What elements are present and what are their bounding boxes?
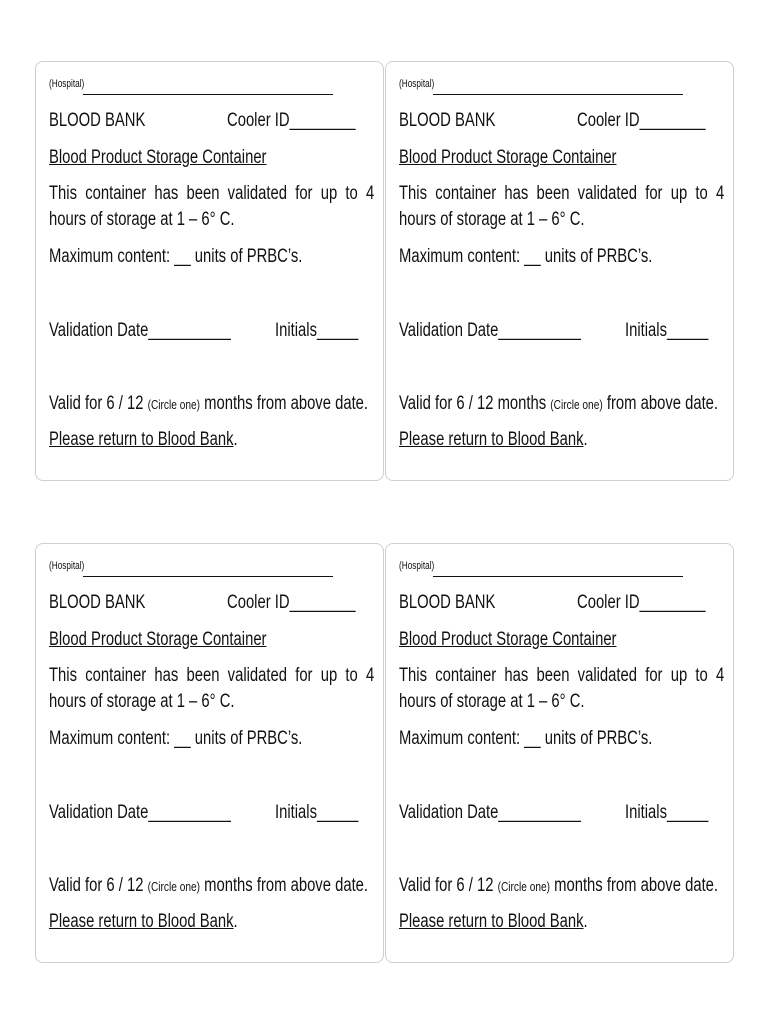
description-word: has	[504, 183, 529, 204]
return-period: .	[583, 911, 588, 932]
validation-date-field: Validation Date__________	[399, 320, 581, 341]
blood-bank-heading: BLOOD BANK	[49, 110, 146, 131]
description-line-1	[49, 183, 375, 205]
return-period: .	[583, 429, 588, 450]
title-row	[49, 629, 370, 651]
description-text: hours of storage at 1 – 6° C.	[49, 209, 235, 230]
return-instruction: Please return to Blood Bank	[399, 429, 584, 450]
hospital-blank	[83, 576, 333, 577]
description-line-2	[399, 209, 720, 231]
hospital-caption: (Hospital)	[49, 560, 85, 572]
storage-label	[385, 61, 734, 481]
description-word: for	[295, 183, 313, 204]
validity-suffix: from above date.	[602, 393, 719, 414]
cooler-id-field: Cooler ID________	[577, 592, 706, 613]
description-word: been	[186, 183, 220, 204]
validity-prefix: Valid for 6 / 12	[49, 875, 148, 896]
bank-row	[399, 592, 720, 614]
description-word: been	[536, 665, 570, 686]
validation-date-field: Validation Date__________	[399, 802, 581, 823]
title-row	[399, 629, 720, 651]
blood-bank-heading: BLOOD BANK	[399, 110, 496, 131]
description-word: up	[670, 183, 688, 204]
validity-row	[49, 875, 370, 897]
container-title: Blood Product Storage Container	[49, 629, 267, 650]
validation-row	[399, 802, 720, 824]
description-line-1	[49, 665, 375, 687]
description-text: hours of storage at 1 – 6° C.	[399, 691, 585, 712]
description-word: validated	[227, 665, 287, 686]
return-instruction: Please return to Blood Bank	[49, 429, 234, 450]
validity-row	[399, 393, 720, 415]
description-line-2	[399, 691, 720, 713]
description-text: hours of storage at 1 – 6° C.	[399, 209, 585, 230]
description-word: This	[399, 665, 428, 686]
hospital-caption: (Hospital)	[399, 560, 435, 572]
description-word: container	[435, 183, 497, 204]
validity-suffix: months from above date.	[199, 393, 369, 414]
max-content-text: Maximum content: __ units of PRBC’s.	[49, 246, 303, 267]
validation-row	[49, 320, 370, 342]
max-content-text: Maximum content: __ units of PRBC’s.	[49, 728, 303, 749]
hospital-caption: (Hospital)	[49, 78, 85, 90]
validation-date-field: Validation Date__________	[49, 320, 231, 341]
description-words	[399, 665, 724, 687]
description-line-2	[49, 691, 370, 713]
max-content-text: Maximum content: __ units of PRBC’s.	[399, 246, 653, 267]
max-content-row	[49, 728, 370, 750]
description-word: 4	[715, 665, 725, 686]
return-row	[49, 911, 370, 933]
description-line-2	[49, 209, 370, 231]
validity-prefix: Valid for 6 / 12	[49, 393, 148, 414]
cooler-id-field: Cooler ID________	[227, 592, 356, 613]
bank-row	[49, 110, 370, 132]
return-instruction: Please return to Blood Bank	[399, 911, 584, 932]
validation-row	[49, 802, 370, 824]
circle-one-note: (Circle one)	[147, 879, 200, 894]
validity-prefix: Valid for 6 / 12 months	[399, 393, 551, 414]
hospital-line	[399, 560, 720, 572]
description-word: for	[645, 183, 663, 204]
container-title: Blood Product Storage Container	[399, 147, 617, 168]
cooler-id-field: Cooler ID________	[577, 110, 706, 131]
container-title: Blood Product Storage Container	[49, 147, 267, 168]
blood-bank-heading: BLOOD BANK	[399, 592, 496, 613]
initials-field: Initials_____	[625, 320, 709, 341]
storage-label	[35, 543, 384, 963]
description-word: for	[645, 665, 663, 686]
description-word: This	[49, 183, 78, 204]
hospital-blank	[83, 94, 333, 95]
title-row	[49, 147, 370, 169]
return-period: .	[233, 429, 238, 450]
description-word: This	[49, 665, 78, 686]
description-word: has	[504, 665, 529, 686]
hospital-line	[49, 78, 370, 90]
blood-bank-heading: BLOOD BANK	[49, 592, 146, 613]
description-line-1	[399, 183, 725, 205]
hospital-line	[49, 560, 370, 572]
container-title: Blood Product Storage Container	[399, 629, 617, 650]
validity-suffix: months from above date.	[199, 875, 369, 896]
description-word: container	[85, 665, 147, 686]
circle-one-note: (Circle one)	[550, 397, 603, 412]
description-word: validated	[577, 183, 637, 204]
max-content-row	[49, 246, 370, 268]
description-word: container	[85, 183, 147, 204]
description-word: has	[154, 183, 179, 204]
description-word: been	[536, 183, 570, 204]
hospital-line	[399, 78, 720, 90]
description-word: up	[320, 665, 338, 686]
circle-one-note: (Circle one)	[147, 397, 200, 412]
description-word: up	[320, 183, 338, 204]
description-word: validated	[227, 183, 287, 204]
circle-one-note: (Circle one)	[497, 879, 550, 894]
description-word: to	[345, 665, 358, 686]
validation-date-field: Validation Date__________	[49, 802, 231, 823]
description-word: container	[435, 665, 497, 686]
validity-row	[399, 875, 720, 897]
description-word: for	[295, 665, 313, 686]
description-word: up	[670, 665, 688, 686]
description-word: 4	[365, 665, 375, 686]
initials-field: Initials_____	[625, 802, 709, 823]
description-word: validated	[577, 665, 637, 686]
description-word: has	[154, 665, 179, 686]
description-word: This	[399, 183, 428, 204]
hospital-blank	[433, 94, 683, 95]
description-word: to	[345, 183, 358, 204]
validity-row	[49, 393, 370, 415]
storage-label	[385, 543, 734, 963]
description-word: to	[695, 183, 708, 204]
storage-label	[35, 61, 384, 481]
title-row	[399, 147, 720, 169]
bank-row	[399, 110, 720, 132]
description-line-1	[399, 665, 725, 687]
description-words	[399, 183, 724, 205]
description-text: hours of storage at 1 – 6° C.	[49, 691, 235, 712]
bank-row	[49, 592, 370, 614]
hospital-caption: (Hospital)	[399, 78, 435, 90]
validity-suffix: months from above date.	[549, 875, 719, 896]
cooler-id-field: Cooler ID________	[227, 110, 356, 131]
max-content-text: Maximum content: __ units of PRBC’s.	[399, 728, 653, 749]
initials-field: Initials_____	[275, 320, 359, 341]
description-word: 4	[365, 183, 375, 204]
description-words	[49, 665, 374, 687]
initials-field: Initials_____	[275, 802, 359, 823]
description-word: been	[186, 665, 220, 686]
return-period: .	[233, 911, 238, 932]
return-row	[399, 911, 720, 933]
description-word: 4	[715, 183, 725, 204]
validation-row	[399, 320, 720, 342]
return-row	[399, 429, 720, 451]
max-content-row	[399, 728, 720, 750]
return-instruction: Please return to Blood Bank	[49, 911, 234, 932]
description-words	[49, 183, 374, 205]
hospital-blank	[433, 576, 683, 577]
description-word: to	[695, 665, 708, 686]
max-content-row	[399, 246, 720, 268]
return-row	[49, 429, 370, 451]
validity-prefix: Valid for 6 / 12	[399, 875, 498, 896]
